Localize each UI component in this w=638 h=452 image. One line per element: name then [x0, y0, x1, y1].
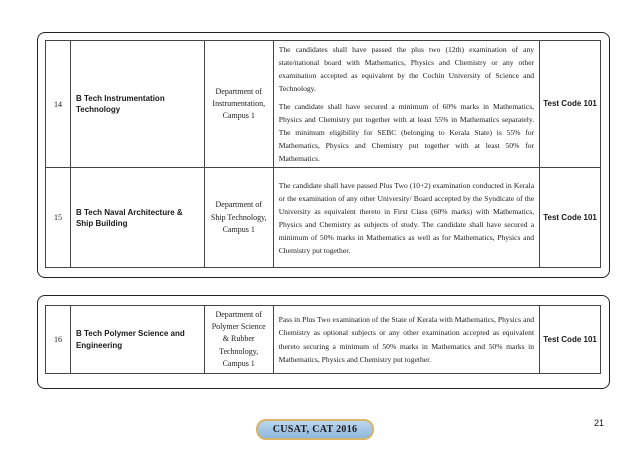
test-code: Test Code 101 [540, 41, 601, 168]
eligibility-cell [273, 168, 539, 268]
department-line: Instrumentation, [212, 99, 266, 109]
programme-table-top [45, 40, 601, 268]
test-code: Test Code 101 [540, 168, 601, 268]
eligibility-paragraph: The candidate shall have passed Plus Two (10+2) examination conducted in Kerala or the examination of any other University/ Board accepted by the Syndicate of the University as equivalent thereto in First Class (60% marks) with Mathematics, Physics and Chemistry as subjects of study. The candidate shall have secured a minimum of 50% marks in Mathematics as well as for Mathematics, Physics and Chemistry put together. [278, 180, 535, 256]
page-number: 21 [594, 418, 605, 428]
row-number: 14 [46, 41, 71, 168]
eligibility-paragraph: The candidates shall have passed the plus two (12th) examination of any state/national board with Mathematics, Physics and Chemistry or any other examination accepted as equivalent by the Cochin University of Science and Technology. [278, 45, 535, 94]
row-number: 15 [46, 168, 71, 268]
department-line: Campus 1 [222, 359, 255, 369]
eligibility-cell [273, 306, 539, 374]
eligibility-paragraph: The candidate shall have secured a minimum of 60% marks in Mathematics, Physics and Chemistry put together with at least 55% in Mathematics separately. The minimum eligibility for SEBC (belonging to Kerala State) is 55% for Mathematics, Physics and Chemistry put together with at least 50% for Mathematics. [278, 102, 535, 164]
department-line: Department of [215, 86, 262, 96]
department-cell [204, 168, 273, 268]
programme-name: B Tech Instrumentation Technology [70, 41, 204, 168]
programme-table-bottom [45, 305, 601, 374]
programme-name: B Tech Naval Architecture & Ship Building [70, 168, 204, 268]
row-number: 16 [46, 306, 71, 374]
table-row [46, 41, 601, 168]
table-row [46, 306, 601, 374]
department-line: Polymer Science [211, 321, 266, 331]
eligibility-paragraph: Pass in Plus Two examination of the State of Kerala with Mathematics, Physics and Chemistry as optional subjects or any other examination accepted as equivalent thereto securing a minimum of 50% marks in Mathematics and 50% marks in Mathematics, Physics and Chemistry put together. [278, 315, 535, 364]
programme-name: B Tech Polymer Science and Engineering [70, 306, 204, 374]
department-line: Campus 1 [222, 111, 255, 121]
department-cell [204, 306, 273, 374]
department-line: Ship Technology, [210, 212, 267, 222]
department-line: Campus 1 [222, 225, 255, 235]
test-code: Test Code 101 [540, 306, 601, 374]
footer-badge: CUSAT, CAT 2016 [256, 419, 374, 440]
eligibility-cell [273, 41, 539, 168]
department-line: Department of [215, 200, 262, 210]
department-cell [204, 41, 273, 168]
table-row [46, 168, 601, 268]
department-line: & Rubber [222, 334, 255, 344]
department-line: Department of [215, 309, 262, 319]
department-line: Technology, [219, 346, 259, 356]
